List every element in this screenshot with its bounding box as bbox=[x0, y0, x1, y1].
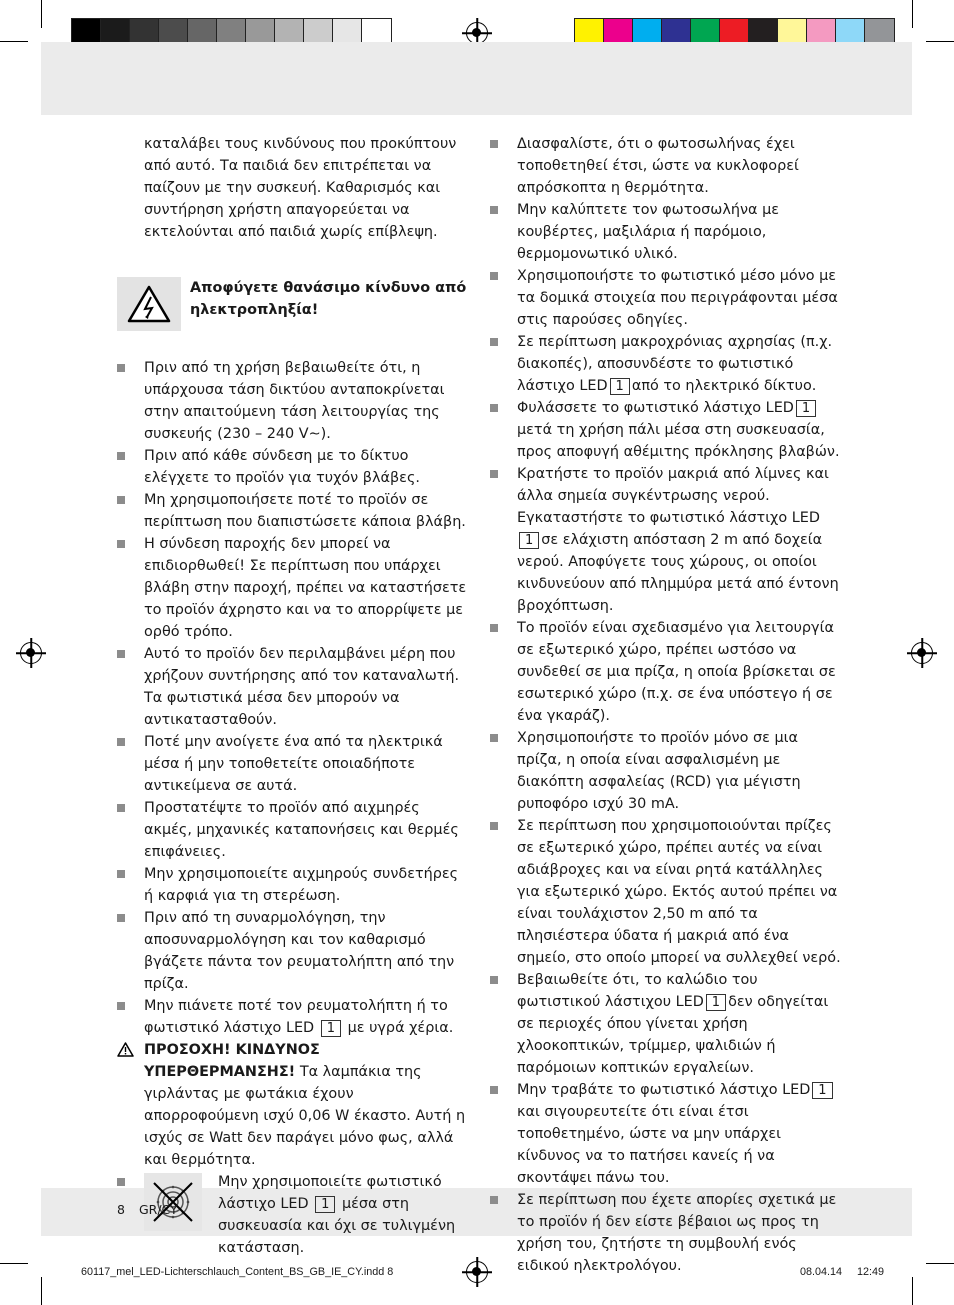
crop-mark bbox=[926, 1263, 954, 1264]
warning-title: Αποφύγετε θανάσιμο κίνδυνο από ηλεκτροπληξία! bbox=[190, 280, 467, 318]
bullet-square bbox=[117, 364, 125, 372]
list-item: Μη χρησιμοποιήσετε ποτέ το προϊόν σε περίπτωση που διαπιστώσετε κάποια βλάβη. bbox=[117, 489, 469, 533]
bullet-square bbox=[490, 822, 498, 830]
bullet-square bbox=[117, 738, 125, 746]
bullet-square bbox=[117, 650, 125, 658]
bullet-square bbox=[117, 1178, 125, 1186]
bullet-square bbox=[117, 804, 125, 812]
bullet-square bbox=[490, 338, 498, 346]
bullet-square bbox=[117, 1002, 125, 1010]
bullet-square bbox=[490, 734, 498, 742]
led-part-reference: 1 bbox=[812, 1082, 832, 1099]
bullet-square bbox=[490, 206, 498, 214]
list-item: Σε περίπτωση που χρησιμοποιούνται πρίζες σε εξωτερικό χώρο, πρέπει αυτές να είναι αδιάβροχες και να είναι ρητά κατάλληλες για εξωτερικό χώρο. Εκτός αυτού πρέπει να είναι τουλάχιστον 2,50 m από τα πλησιέστερα ύδατα ή μακριά από ένα σημείο, στο οποίο μπορεί να συλλεχθεί νερό. bbox=[490, 815, 842, 969]
bullet-square bbox=[490, 404, 498, 412]
bullet-square bbox=[490, 624, 498, 632]
list-item: Χρησιμοποιήστε το φωτιστικό μέσο μόνο με τα δομικά στοιχεία που περιγράφονται μέσα στις παρούσες οδηγίες. bbox=[490, 265, 842, 331]
left-column bbox=[117, 133, 469, 1259]
page-footer bbox=[117, 1202, 178, 1217]
bullet-square bbox=[490, 140, 498, 148]
crop-mark bbox=[912, 1277, 913, 1305]
left-bullet-list bbox=[117, 357, 469, 995]
list-item: Κρατήστε το προϊόν μακριά από λίμνες και άλλα σημεία συγκέντρωσης νερού. Εγκαταστήστε το φωτιστικό λάστιχο LED1 σε ελάχιστη απόσταση 2 m από δοχεία νερού. Αποφύγετε τους χώρους, οι οποίοι κινδυνεύουν από πλημμύρα μετά από έντονη βροχόπτωση. bbox=[490, 463, 842, 617]
crop-mark bbox=[41, 0, 42, 28]
list-item: Μην πιάνετε ποτέ τον ρευματολήπτη ή το φωτιστικό λάστιχο LED 1 με υγρά χέρια. bbox=[117, 995, 469, 1039]
list-item: Αυτό το προϊόν δεν περιλαμβάνει μέρη που χρήζουν συντήρησης από τον καταναλωτή. Τα φωτιστικά μέσα δεν μπορούν να αντικατασταθούν. bbox=[117, 643, 469, 731]
registration-mark-bottom bbox=[466, 1261, 488, 1283]
registration-mark-top bbox=[466, 22, 488, 44]
list-item: Φυλάσσετε το φωτιστικό λάστιχο LED 1μετά τη χρήση πάλι μέσα στη συσκευασία, προς αποφυγή αθέμιτης πρόκλησης βλαβών. bbox=[490, 397, 842, 463]
page-number: 8 bbox=[117, 1202, 125, 1217]
electric-shock-warning-icon bbox=[117, 277, 181, 331]
list-item: Πριν από κάθε σύνδεση με το δίκτυο ελέγχετε το προϊόν για τυχόν βλάβες. bbox=[117, 445, 469, 489]
list-item: Πριν από τη χρήση βεβαιωθείτε ότι, η υπάρχουσα τάση δικτύου ανταποκρίνεται στην απαιτούμενη τάση λειτουργίας της συσκευής (230 – 240 V∼). bbox=[117, 357, 469, 445]
list-item: Χρησιμοποιήστε το προϊόν μόνο σε μια πρίζα, η οποία είναι ασφαλισμένη με διακόπτη ασφαλείας (RCD) για μέγιστη ρυποφόρο ισχύ 30 mA. bbox=[490, 727, 842, 815]
bullet-square bbox=[490, 272, 498, 280]
bullet-square bbox=[117, 914, 125, 922]
header-band bbox=[41, 42, 912, 115]
list-item: Ποτέ μην ανοίγετε ένα από τα ηλεκτρικά μέσα ή μην τοποθετείτε οποιαδήποτε αντικείμενα σε αυτά. bbox=[117, 731, 469, 797]
electric-shock-warning bbox=[117, 277, 469, 331]
led-part-reference: 1 bbox=[321, 1020, 341, 1037]
list-item: Η σύνδεση παροχής δεν μπορεί να επιδιορθωθεί! Σε περίπτωση που υπάρχει βλάβη στην παροχή, πρέπει να καταστήσετε το προϊόν άχρηστο και να το απορρίψετε με ορθό τρόπο. bbox=[117, 533, 469, 643]
led-part-reference: 1 bbox=[796, 400, 816, 417]
list-item: Προστατέψτε το προϊόν από αιχμηρές ακμές, μηχανικές καταπονήσεις και θερμές επιφάνειες. bbox=[117, 797, 469, 863]
caution-title: ΠΡΟΣΟΧΗ! ΚΙΝΔΥΝΟΣ ΥΠΕΡΘΕΡΜΑΝΣΗΣ! bbox=[144, 1042, 320, 1080]
locale-code: GR/CY bbox=[138, 1202, 178, 1217]
led-part-reference: 1 bbox=[706, 994, 726, 1011]
bullet-square bbox=[490, 976, 498, 984]
list-item: Μην καλύπτετε τον φωτοσωλήνα με κουβέρτες, μαξιλάρια ή παρόμοιο, θερμομονωτικό υλικό. bbox=[490, 199, 842, 265]
crop-mark bbox=[0, 41, 28, 42]
bullet-square bbox=[117, 870, 125, 878]
list-item: Το προϊόν είναι σχεδιασμένο για λειτουργία σε εξωτερικό χώρο, πρέπει ωστόσο να συνδεθεί σε μια πρίζα, η οποία βρίσκεται σε εσωτερικό χώρο (π.χ. σε ένα υπόστεγο ή σε ένα γκαράζ). bbox=[490, 617, 842, 727]
crop-mark bbox=[0, 1263, 28, 1264]
list-item: Σε περίπτωση που έχετε απορίες σχετικά με το προϊόν ή δεν είστε βέβαιοι ως προς τη χρήση του, ζητήστε τη συμβουλή ενός ειδικού ηλεκτρολόγου. bbox=[490, 1189, 842, 1277]
led-part-reference: 1 bbox=[610, 378, 630, 395]
crop-mark bbox=[41, 1277, 42, 1305]
intro-paragraph: καταλάβει τους κινδύνους που προκύπτουν από αυτό. Τα παιδιά δεν επιτρέπεται να παίζουν με την συσκευή. Καθαρισμός και συντήρηση χρήστη απαγορεύεται να εκτελούνται από παιδιά χωρίς επίβλεψη. bbox=[144, 136, 457, 240]
crop-mark bbox=[912, 0, 913, 28]
list-item: Μην τραβάτε το φωτιστικό λάστιχο LED 1και σιγουρευτείτε ότι είναι έτσι τοποθετημένο, ώστε να μην υπάρχει κίνδυνος να το πατήσει κανείς ή να σκοντάψει πάνω του. bbox=[490, 1079, 842, 1189]
overheating-caution bbox=[117, 1039, 469, 1171]
bullet-square bbox=[490, 1196, 498, 1204]
list-item: Σε περίπτωση μακροχρόνιας αχρησίας (π.χ. διακοπές), αποσυνδέστε το φωτιστικό λάστιχο LED 1 από το ηλεκτρικό δίκτυο. bbox=[490, 331, 842, 397]
right-column bbox=[490, 133, 842, 1277]
led-part-reference: 1 bbox=[519, 532, 539, 549]
slug-time: 12:49 bbox=[857, 1266, 885, 1278]
list-item: Διασφαλίστε, ότι ο φωτοσωλήνας έχει τοποθετηθεί έτσι, ώστε να κυκλοφορεί απρόσκοπτα η θερμότητα. bbox=[490, 133, 842, 199]
bullet-square bbox=[117, 540, 125, 548]
bullet-square bbox=[490, 1086, 498, 1094]
bullet-square bbox=[117, 452, 125, 460]
file-slug: 60117_mel_LED-Lichterschlauch_Content_BS_GB_IE_CY.indd 8 bbox=[81, 1266, 394, 1278]
list-item: Βεβαιωθείτε ότι, το καλώδιο του φωτιστικού λάστιχου LED 1 δεν οδηγείται σε περιοχές όπου γίνεται χρήση χλοοκοπτικών, τρίμμερ, ψαλιδιών ή παρόμοιων κοπτικών εργαλείων. bbox=[490, 969, 842, 1079]
led-part-reference: 1 bbox=[315, 1196, 335, 1213]
bullet-square bbox=[490, 470, 498, 478]
list-item: Πριν από τη συναρμολόγηση, την αποσυναρμολόγηση και τον καθαρισμό βγάζετε πάντα τον ρευματολήπτη από την πρίζα. bbox=[117, 907, 469, 995]
caution-triangle-icon bbox=[117, 1042, 134, 1064]
crop-mark bbox=[926, 41, 954, 42]
bullet-square bbox=[117, 496, 125, 504]
list-item: Μην χρησιμοποιείτε αιχμηρούς συνδετήρες ή καρφιά για τη στερέωση. bbox=[117, 863, 469, 907]
registration-mark-left bbox=[20, 642, 42, 664]
registration-mark-right bbox=[911, 642, 933, 664]
caution-text: Τα λαμπάκια της γιρλάντας με φωτάκια έχουν απορροφούμενη ισχύ 0,06 W έκαστο. Αυτή η ισχύς σε Watt δεν παράγει μόνο φως, αλλά και θερμότητα. bbox=[144, 1064, 466, 1168]
image-item-text: Μην χρησιμοποιείτε φωτιστικό λάστιχο LED 1 μέσα στη συσκευασία και όχι σε τυλιγμένη κατάσταση. bbox=[218, 1174, 456, 1256]
slug-date: 08.04.14 bbox=[800, 1266, 843, 1278]
